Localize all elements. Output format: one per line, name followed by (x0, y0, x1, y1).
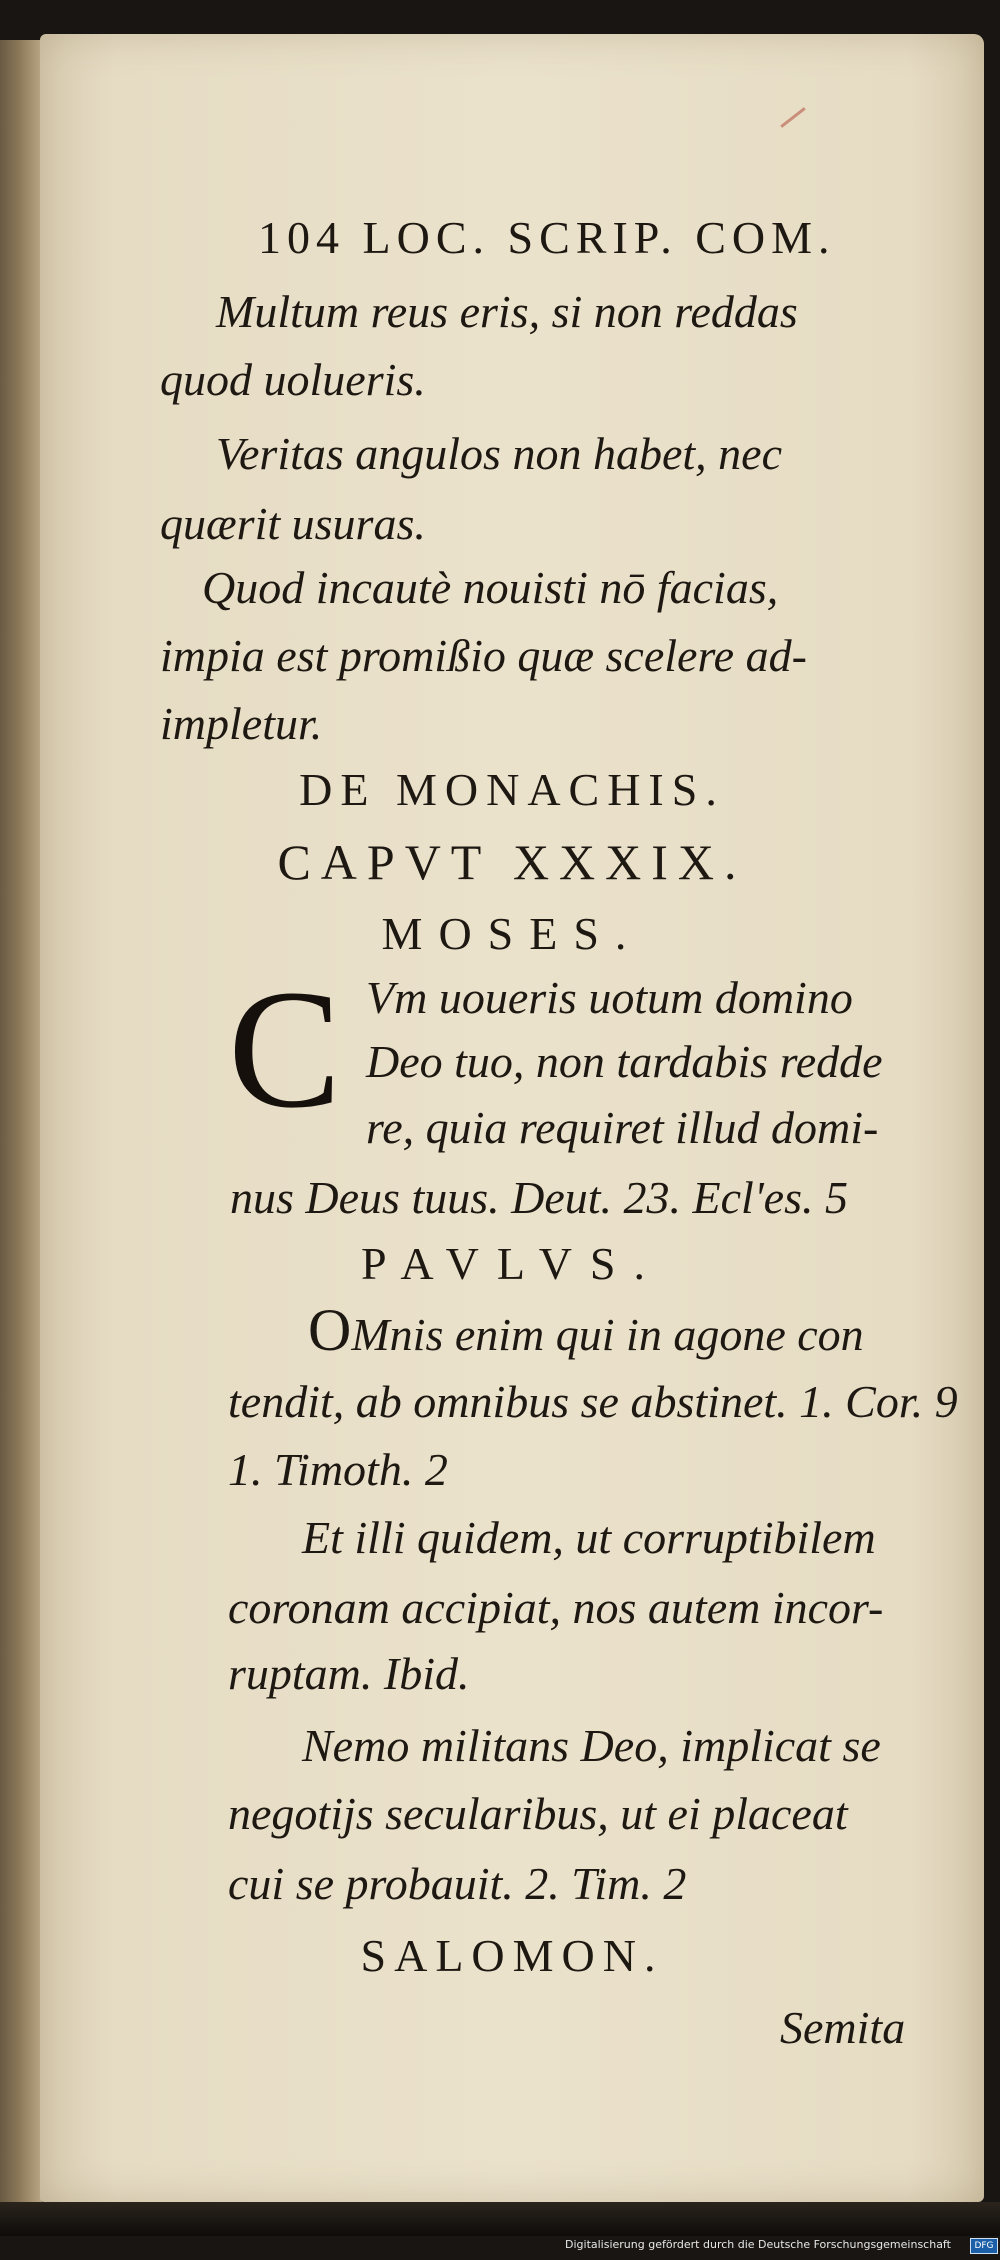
text-line: cui se probauit. 2. Tim. 2 (228, 1858, 687, 1909)
text-line: Vm uoueris uotum domino (366, 972, 853, 1023)
book-spine-edge (0, 40, 42, 2230)
book-page (40, 34, 984, 2202)
initial-letter: O (308, 1297, 352, 1363)
text-line: quærit usuras. (160, 498, 426, 549)
text-line: Et illi quidem, ut corruptibilem (302, 1512, 876, 1563)
text-line (308, 1297, 864, 1363)
text-line-rest: Mnis enim qui in agone con (351, 1309, 864, 1360)
text-line: Deo tuo, non tardabis redde (366, 1036, 883, 1087)
text-line: negotijs secularibus, ut ei placeat (228, 1788, 848, 1839)
text-line: Nemo militans Deo, implicat se (302, 1720, 881, 1771)
text-line: Multum reus eris, si non reddas (216, 286, 798, 337)
text-line: impletur. (160, 698, 323, 749)
running-head-title: LOC. SCRIP. COM. (362, 212, 836, 263)
digitization-credit: Digitalisierung gefördert durch die Deutsche Forschungsgemeinschaft (565, 2238, 951, 2251)
chapter-title: CAPVT XXXIX. (277, 834, 747, 890)
book-bottom-edge (0, 2202, 1000, 2236)
running-head (258, 210, 836, 266)
drop-initial: C (228, 955, 342, 1143)
text-line: re, quia requiret illud domi- (366, 1102, 879, 1153)
author-heading-salomon: SALOMON. (360, 1930, 664, 1981)
text-line: ruptam. Ibid. (228, 1648, 470, 1699)
text-line: nus Deus tuus. Deut. 23. Ecl'es. 5 (230, 1172, 848, 1223)
text-line: quod uolueris. (160, 354, 426, 405)
text-line: Veritas angulos non habet, nec (216, 428, 782, 479)
text-line: Quod incautè nouisti nō facias, (202, 562, 779, 613)
dfg-logo-icon: DFG (970, 2238, 998, 2254)
text-line: impia est promißio quæ scelere ad- (160, 630, 807, 681)
author-heading-moses: MOSES. (381, 908, 643, 959)
text-line: tendit, ab omnibus se abstinet. 1. Cor. 9 (228, 1376, 958, 1427)
page-number: 104 (258, 212, 345, 263)
text-line: 1. Timoth. 2 (228, 1444, 448, 1495)
text-line: coronam accipiat, nos autem incor- (228, 1582, 884, 1633)
catchword: Semita (780, 2002, 906, 2053)
section-title: DE MONACHIS. (299, 764, 725, 815)
author-heading-paulus: PAVLVS. (360, 1238, 664, 1289)
